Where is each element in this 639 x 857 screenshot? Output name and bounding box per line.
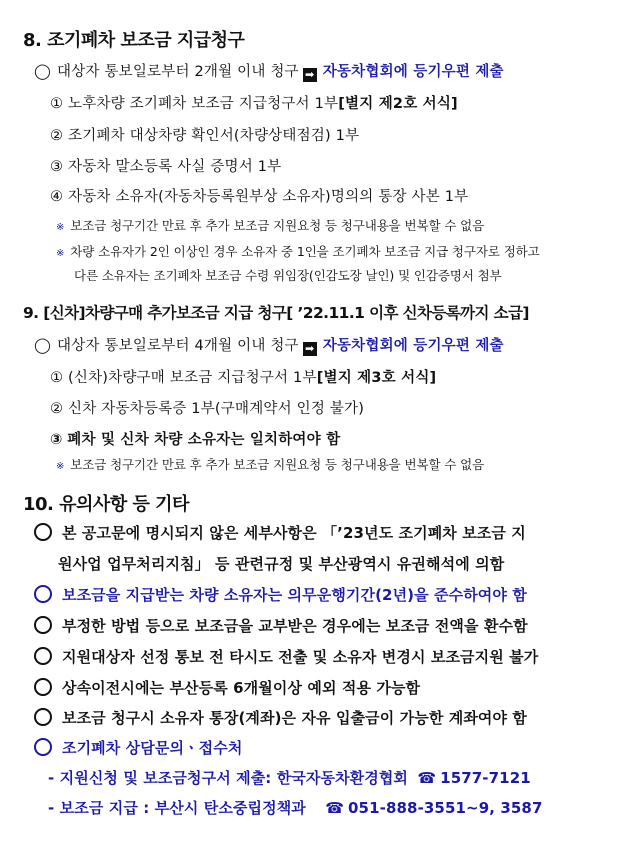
section8-heading: 8. 조기폐차 보조금 지급청구	[23, 30, 245, 51]
bullet-circle-icon	[34, 708, 52, 726]
hollow-circle-icon: ◯	[34, 336, 51, 354]
bullet-circle-icon	[34, 647, 52, 665]
section10-heading: 10. 유의사항 등 기타	[23, 494, 189, 515]
bullet-circle-icon	[34, 678, 52, 696]
section10-item-6: 보조금 청구시 소유자 통장(계좌)은 자유 입출금이 가능한 계좌여야 함	[34, 707, 527, 728]
section9-lead-text: 대상자 통보일로부터 4개월 이내 청구	[57, 338, 299, 354]
section8-lead	[34, 60, 504, 82]
section9-note: ※ 보조금 청구기간 만료 후 추가 보조금 지원요청 등 청구내용을 번복할 수 없음	[56, 457, 485, 472]
bullet-circle-icon	[34, 616, 52, 634]
arrow-box-icon: ➡	[303, 342, 317, 356]
section8-note-3: 다른 소유자는 조기폐차 보조금 수령 위임장(인감도장 날인) 및 인감증명서 첨부	[74, 268, 502, 283]
section10-item-1: 본 공고문에 명시되지 않은 세부사항은 「’23년도 조기폐차 보조금 지	[34, 522, 526, 543]
section9-item-2: ② 신차 자동차등록증 1부(구매계약서 인정 불가)	[50, 401, 365, 417]
contact-2: - 보조금 지급 : 부산시 탄소중립정책과 ☎ 051-888-3551~9, 3587	[48, 799, 543, 817]
section8-note-2: ※ 차량 소유자가 2인 이상인 경우 소유자 중 1인을 조기폐차 보조금 지급 청구자로 정하고	[56, 244, 540, 259]
section8-item-4: ④ 자동차 소유자(자동차등록원부상 소유자)명의의 통장 사본 1부	[50, 189, 469, 205]
section10-item-2: 보조금을 지급받는 차량 소유자는 의무운행기간(2년)을 준수하여야 함	[34, 584, 527, 605]
note-mark-icon: ※	[56, 248, 65, 259]
section9-item-1: ① (신차)차량구매 보조금 지급청구서 1부[별지 제3호 서식]	[50, 370, 437, 386]
hollow-circle-icon: ◯	[34, 62, 51, 80]
section8-item-2: ② 조기폐차 대상차량 확인서(차량상태점검) 1부	[50, 128, 360, 144]
contact-1: - 지원신청 및 보조금청구서 제출: 한국자동차환경협회 ☎ 1577-7121	[48, 769, 531, 787]
phone-icon: ☎	[417, 769, 437, 787]
section9-lead	[34, 334, 504, 356]
arrow-box-icon: ➡	[303, 68, 317, 82]
note-mark-icon: ※	[56, 222, 65, 233]
section10-item-3: 부정한 방법 등으로 보조금을 교부받은 경우에는 보조금 전액을 환수함	[34, 615, 528, 636]
section10-item-4: 지원대상자 선정 통보 전 타시도 전출 및 소유자 변경시 보조금지원 불가	[34, 646, 538, 667]
section8-item-1: ① 노후차량 조기폐차 보조금 지급청구서 1부[별지 제2호 서식]	[50, 96, 458, 112]
section10-item-7: 조기폐차 상담문의ㆍ접수처	[34, 737, 242, 758]
section10-item-1-cont: 원사업 업무처리지침」 등 관련규정 및 부산광역시 유권해석에 의함	[58, 555, 505, 573]
section9-heading: 9. [신차]차량구매 추가보조금 지급 청구[ ’22.11.1 이후 신차등록까지 소급]	[23, 304, 529, 322]
note-mark-icon: ※	[56, 461, 65, 472]
section8-note-1: ※ 보조금 청구기간 만료 후 추가 보조금 지원요청 등 청구내용을 번복할 수 없음	[56, 218, 485, 233]
section8-lead-highlight: 자동차협회에 등기우편 제출	[322, 64, 504, 80]
section9-item-3: ③ 폐차 및 신차 차량 소유자는 일치하여야 함	[50, 432, 341, 448]
phone-icon: ☎	[325, 799, 345, 817]
section9-lead-highlight: 자동차협회에 등기우편 제출	[322, 338, 504, 354]
section8-lead-text: 대상자 통보일로부터 2개월 이내 청구	[57, 64, 299, 80]
bullet-circle-icon	[34, 523, 52, 541]
section8-item-3: ③ 자동차 말소등록 사실 증명서 1부	[50, 159, 282, 175]
bullet-circle-icon	[34, 585, 52, 603]
bullet-circle-icon	[34, 738, 52, 756]
section10-item-5: 상속이전시에는 부산등록 6개월이상 예외 적용 가능함	[34, 677, 420, 698]
